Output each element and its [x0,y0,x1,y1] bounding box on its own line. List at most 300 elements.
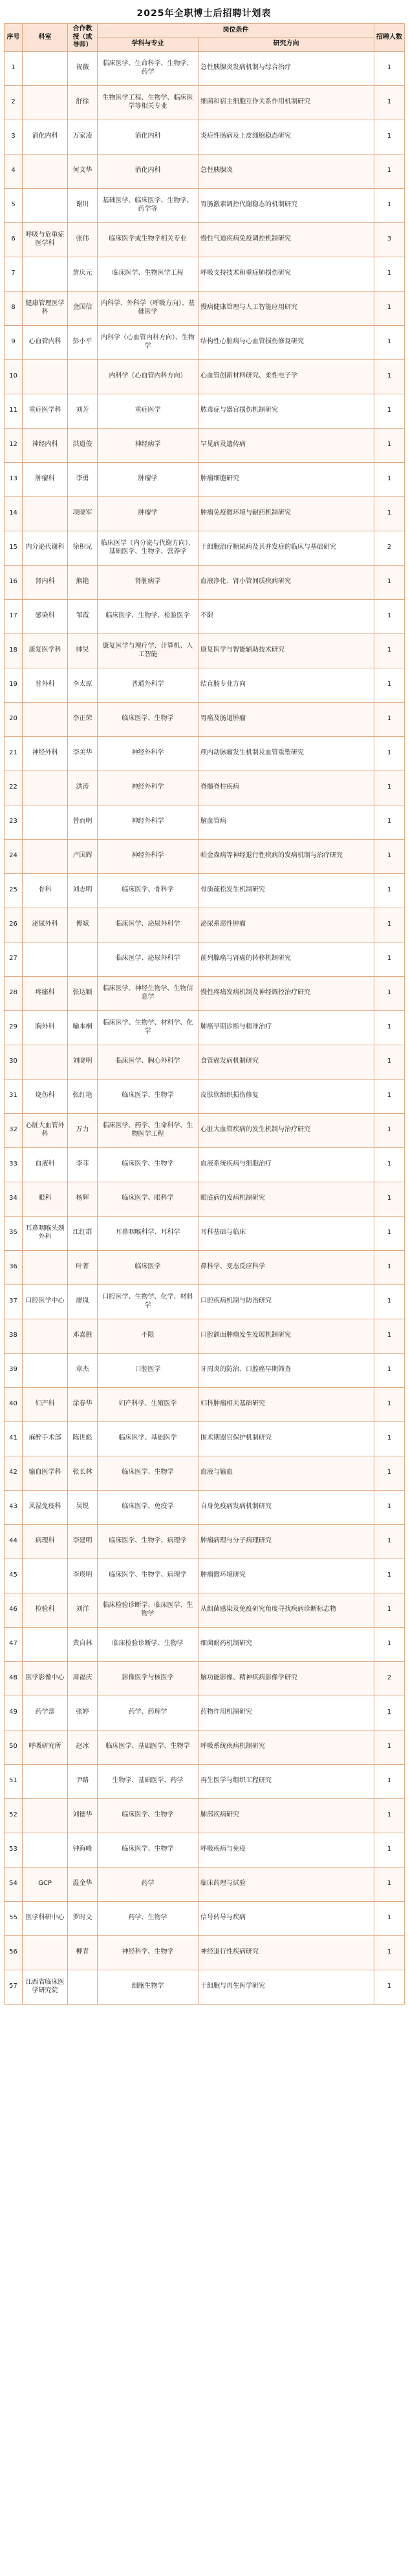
cell-dept: 口腔医学中心 [23,1284,68,1319]
table-row [5,1079,405,1113]
cell-major: 康复医学与理疗学、计算机、人工智能 [98,633,199,668]
cell-no: 17 [5,599,23,633]
table-row [5,1353,405,1387]
cell-major: 妇产科学、生殖医学 [98,1387,199,1421]
table-row [5,1490,405,1524]
cell-tutor: 徐积兄 [68,531,98,565]
table-row [5,599,405,633]
cell-dept: 耳鼻咽喉头颈外科 [23,1216,68,1250]
cell-tutor: 钟海峰 [68,1833,98,1867]
cell-research: 心脏大血管疾病的发生机制与治疗研究 [199,1113,374,1147]
cell-dept [23,1798,68,1833]
cell-major: 神经外科学 [98,839,199,873]
cell-count: 1 [374,1696,405,1730]
cell-count: 1 [374,1901,405,1935]
cell-count: 1 [374,668,405,702]
cell-dept [23,1319,68,1353]
table-row [5,976,405,1010]
cell-research: 血液系统疾病与细胞治疗 [199,1147,374,1182]
cell-no: 27 [5,942,23,976]
cell-tutor: 张达颖 [68,976,98,1010]
table-row [5,1045,405,1079]
table-row [5,325,405,359]
table-row [5,1456,405,1490]
cell-dept [23,1045,68,1079]
table-row [5,1935,405,1970]
cell-tutor: 李菲 [68,1147,98,1182]
cell-research: 肺癌早期诊断与精准治疗 [199,1010,374,1045]
cell-count: 1 [374,1867,405,1901]
cell-count: 1 [374,1284,405,1319]
cell-research: 呼吸系统疾病机制研究 [199,1730,374,1764]
table-row [5,1319,405,1353]
cell-tutor: 邓嘉胜 [68,1319,98,1353]
table-row [5,428,405,462]
cell-dept [23,1935,68,1970]
cell-dept: 肿瘤科 [23,462,68,496]
cell-research: 细菌和宿主细胞互作关系作用机制研究 [199,85,374,120]
cell-major: 临床检验诊断学、临床医学、生物学 [98,1593,199,1627]
cell-tutor: 洪道俊 [68,428,98,462]
cell-tutor: 舒徐 [68,85,98,120]
cell-research: 急性胰腺炎发病机制与综合治疗 [199,51,374,85]
cell-tutor: 万家凌 [68,120,98,154]
cell-dept [23,805,68,839]
cell-tutor: 廖岚 [68,1284,98,1319]
table-row [5,462,405,496]
cell-tutor: 洪涛 [68,771,98,805]
cell-count: 1 [374,565,405,599]
cell-no: 12 [5,428,23,462]
cell-research: 干细胞与再生医学研究 [199,1970,374,2004]
cell-research: 结直肠专业方向 [199,668,374,702]
cell-count: 1 [374,1045,405,1079]
cell-research: 慢病健康管理与人工智能应用研究 [199,291,374,325]
cell-tutor: 张红艳 [68,1079,98,1113]
table-row [5,1559,405,1593]
cell-research: 胃癌及肠道肿瘤 [199,702,374,736]
cell-no: 7 [5,257,23,291]
cell-count: 1 [374,1113,405,1147]
cell-dept: 骨科 [23,873,68,908]
cell-tutor: 李正荣 [68,702,98,736]
table-row [5,1182,405,1216]
cell-research: 干细胞治疗糖尿病及其并发症的临床与基础研究 [199,531,374,565]
table-row [5,85,405,120]
table-row [5,942,405,976]
cell-dept [23,839,68,873]
cell-no: 35 [5,1216,23,1250]
cell-major: 临床医学、神经生物学、生物信息学 [98,976,199,1010]
cell-research: 鼻科学、变态反应科学 [199,1250,374,1284]
cell-dept: 血液科 [23,1147,68,1182]
table-row [5,873,405,908]
table-row [5,1284,405,1319]
cell-research: 皮肤软组织损伤修复 [199,1079,374,1113]
cell-research: 细菌耐药机制研究 [199,1627,374,1661]
cell-dept: 妇产科 [23,1387,68,1421]
cell-research: 肿瘤免疫微环境与耐药机制研究 [199,496,374,531]
cell-no: 44 [5,1524,23,1559]
cell-no: 42 [5,1456,23,1490]
cell-tutor: 周福庆 [68,1661,98,1696]
cell-no: 55 [5,1901,23,1935]
cell-count: 1 [374,428,405,462]
cell-dept: 胸外科 [23,1010,68,1045]
cell-dept [23,1250,68,1284]
cell-count: 1 [374,1387,405,1421]
table-row [5,1010,405,1045]
cell-count: 1 [374,1456,405,1490]
cell-major: 临床医学、生物学 [98,1833,199,1867]
table-row [5,188,405,222]
cell-tutor: 罗时文 [68,1901,98,1935]
cell-no: 24 [5,839,23,873]
table-row [5,154,405,188]
cell-count: 1 [374,120,405,154]
cell-no: 20 [5,702,23,736]
cell-major: 临床医学、生物学、病理学 [98,1559,199,1593]
cell-major: 临床医学、骨科学 [98,873,199,908]
cell-research: 临床药理与试验 [199,1867,374,1901]
cell-dept: 眼科 [23,1182,68,1216]
table-row [5,1421,405,1456]
cell-major: 内科学（心血管内科方向） [98,359,199,394]
cell-no: 34 [5,1182,23,1216]
cell-no: 11 [5,394,23,428]
cell-research: 眼底病的发病机制研究 [199,1182,374,1216]
cell-major: 临床医学、药学、生命科学、生物医学工程 [98,1113,199,1147]
cell-major: 基础医学、临床医学、生物学、药学等 [98,188,199,222]
cell-tutor: 李美华 [68,736,98,771]
cell-tutor: 万力 [68,1113,98,1147]
cell-count: 1 [374,1935,405,1970]
cell-research: 牙周炎的防治、口腔癌早期筛查 [199,1353,374,1387]
cell-count: 1 [374,599,405,633]
cell-research: 口腔颌面肿瘤发生发展机制研究 [199,1319,374,1353]
cell-dept: GCP [23,1867,68,1901]
cell-dept [23,1764,68,1798]
cell-major: 内科学（心血管内科方向）、生物学 [98,325,199,359]
cell-dept [23,942,68,976]
cell-major: 临床医学、生命科学、生物学、药学 [98,51,199,85]
table-row [5,702,405,736]
cell-dept: 医学影像中心 [23,1661,68,1696]
cell-tutor: 柳青 [68,1935,98,1970]
header-no: 序号 [5,24,23,52]
cell-tutor: 江红群 [68,1216,98,1250]
cell-count: 1 [374,462,405,496]
cell-dept [23,154,68,188]
cell-dept: 病理科 [23,1524,68,1559]
cell-count: 1 [374,257,405,291]
cell-research: 呼吸支持技术和重症肺损伤研究 [199,257,374,291]
table-row [5,1524,405,1559]
cell-no: 47 [5,1627,23,1661]
cell-major: 内科学、外科学（呼吸方向）、基础医学 [98,291,199,325]
cell-major: 口腔医学 [98,1353,199,1387]
cell-tutor: 李勇 [68,462,98,496]
cell-tutor: 叶菁 [68,1250,98,1284]
cell-major: 临床医学、生物学、病理学 [98,1524,199,1559]
cell-research: 罕见病及遗传病 [199,428,374,462]
cell-count: 1 [374,1010,405,1045]
cell-dept: 康复医学科 [23,633,68,668]
cell-major: 临床医学、生物学、材料学、化学 [98,1010,199,1045]
cell-major: 普通外科学 [98,668,199,702]
table-row [5,291,405,325]
cell-tutor: 帅昊 [68,633,98,668]
cell-major: 临床医学、生物学 [98,1798,199,1833]
table-row [5,736,405,771]
cell-research: 炎症性肠病及上皮细胞稳态研究 [199,120,374,154]
cell-tutor: 金国信 [68,291,98,325]
table-row [5,120,405,154]
cell-tutor: 谢川 [68,188,98,222]
cell-count: 1 [374,1730,405,1764]
cell-tutor: 李太原 [68,668,98,702]
cell-count: 1 [374,1353,405,1387]
cell-no: 18 [5,633,23,668]
cell-research: 肺部疾病研究 [199,1798,374,1833]
cell-research: 脑功能影像、精神疾病影像学研究 [199,1661,374,1696]
cell-count: 1 [374,1182,405,1216]
table-row [5,1833,405,1867]
table-row [5,633,405,668]
cell-no: 50 [5,1730,23,1764]
cell-count: 1 [374,1216,405,1250]
cell-count: 1 [374,1833,405,1867]
cell-count: 1 [374,873,405,908]
cell-count: 1 [374,839,405,873]
cell-tutor [68,1970,98,2004]
cell-research: 结构性心脏病与心血管损伤修复研究 [199,325,374,359]
table-row [5,1901,405,1935]
cell-major: 神经外科学 [98,771,199,805]
cell-tutor: 喻本桐 [68,1010,98,1045]
cell-tutor: 曾而明 [68,805,98,839]
page-title: 2025年全职博士后招聘计划表 [136,8,272,19]
cell-count: 1 [374,1798,405,1833]
header-research: 研究方向 [199,37,374,51]
cell-dept [23,1627,68,1661]
cell-no: 14 [5,496,23,531]
cell-major: 临床医学、生物学 [98,1079,199,1113]
cell-tutor [68,359,98,394]
cell-research: 再生医学与组织工程研究 [199,1764,374,1798]
header-tutor: 合作教授（或导师） [68,24,98,52]
cell-major: 消化内科 [98,120,199,154]
cell-count: 1 [374,1559,405,1593]
cell-dept [23,51,68,85]
cell-count: 1 [374,1524,405,1559]
cell-count: 1 [374,1764,405,1798]
cell-major: 临床医学、眼科学 [98,1182,199,1216]
header-dept: 科室 [23,24,68,52]
cell-tutor: 邹霞 [68,599,98,633]
cell-research: 慢性疼痛发病机制及神经调控治疗研究 [199,976,374,1010]
cell-dept [23,1833,68,1867]
cell-dept: 医学科研中心 [23,1901,68,1935]
cell-no: 36 [5,1250,23,1284]
cell-research: 帕金森病等神经退行性疾病的发病机制与治疗研究 [199,839,374,873]
cell-tutor: 尹路 [68,1764,98,1798]
table-row [5,394,405,428]
cell-research: 胃肠激素调控代谢稳态的机制研究 [199,188,374,222]
cell-major: 临床医学、生物学 [98,1456,199,1490]
cell-count: 1 [374,154,405,188]
table-row [5,222,405,257]
cell-count: 1 [374,1970,405,2004]
cell-no: 9 [5,325,23,359]
cell-count: 1 [374,1319,405,1353]
cell-major: 生物学、基础医学、药学 [98,1764,199,1798]
cell-count: 1 [374,1490,405,1524]
table-row [5,1216,405,1250]
cell-dept [23,702,68,736]
cell-no: 4 [5,154,23,188]
cell-major: 细胞生物学 [98,1970,199,2004]
table-row [5,51,405,85]
cell-major: 临床医学、基础医学、生物学 [98,1730,199,1764]
cell-dept: 心脏大血管外科 [23,1113,68,1147]
cell-dept [23,1353,68,1387]
cell-research: 呼吸疾病与免疫 [199,1833,374,1867]
cell-no: 37 [5,1284,23,1319]
cell-tutor: 吴锐 [68,1490,98,1524]
cell-no: 10 [5,359,23,394]
cell-dept [23,359,68,394]
cell-tutor: 张伟 [68,222,98,257]
cell-no: 28 [5,976,23,1010]
cell-dept [23,188,68,222]
cell-dept: 疼痛科 [23,976,68,1010]
cell-no: 32 [5,1113,23,1147]
cell-research: 口腔疾病机制与防治研究 [199,1284,374,1319]
cell-dept: 内分泌代谢科 [23,531,68,565]
cell-tutor: 詹庆元 [68,257,98,291]
table-row [5,1730,405,1764]
cell-tutor: 祝薇 [68,51,98,85]
cell-dept: 心血管内科 [23,325,68,359]
cell-tutor [68,942,98,976]
cell-no: 45 [5,1559,23,1593]
cell-major: 临床医学、泌尿外科学 [98,908,199,942]
cell-dept [23,496,68,531]
cell-no: 21 [5,736,23,771]
header-major: 学科与专业 [98,37,199,51]
cell-count: 1 [374,633,405,668]
cell-major: 生物医学工程、生物学、临床医学等相关专业 [98,85,199,120]
cell-research: 脊髓脊柱疾病 [199,771,374,805]
header-req: 岗位条件 [98,24,374,37]
cell-research: 耳科基础与临床 [199,1216,374,1250]
cell-major: 药学、生物学 [98,1901,199,1935]
cell-tutor: 温金华 [68,1867,98,1901]
cell-dept: 麻醉手术部 [23,1421,68,1456]
cell-major: 神经科学、生物学 [98,1935,199,1970]
cell-count: 1 [374,942,405,976]
cell-count: 1 [374,1421,405,1456]
cell-no: 5 [5,188,23,222]
cell-no: 56 [5,1935,23,1970]
cell-no: 29 [5,1010,23,1045]
cell-dept: 呼吸与危重症医学科 [23,222,68,257]
cell-no: 49 [5,1696,23,1730]
cell-dept: 药学部 [23,1696,68,1730]
recruitment-table [4,23,405,2005]
cell-tutor: 李建明 [68,1524,98,1559]
cell-tutor: 刘芳 [68,394,98,428]
cell-no: 46 [5,1593,23,1627]
cell-no: 6 [5,222,23,257]
cell-count: 1 [374,359,405,394]
table-row [5,908,405,942]
table-row [5,1593,405,1627]
cell-dept: 消化内科 [23,120,68,154]
cell-dept: 风湿免疫科 [23,1490,68,1524]
cell-major: 临床医学、生物学 [98,1147,199,1182]
cell-count: 1 [374,771,405,805]
cell-research: 脓毒症与器官损伤机制研究 [199,394,374,428]
table-row [5,1798,405,1833]
cell-major: 肿瘤学 [98,462,199,496]
cell-no: 54 [5,1867,23,1901]
cell-research: 慢性气道疾病免疫调控机制研究 [199,222,374,257]
table-row [5,531,405,565]
cell-count: 1 [374,394,405,428]
cell-tutor: 刘德华 [68,1798,98,1833]
cell-research: 血液净化、肾小管间质疾病研究 [199,565,374,599]
cell-dept: 呼吸研究所 [23,1730,68,1764]
cell-no: 52 [5,1798,23,1833]
cell-dept: 检验科 [23,1593,68,1627]
cell-count: 1 [374,1627,405,1661]
cell-dept: 烧伤科 [23,1079,68,1113]
cell-research: 肿瘤微环境研究 [199,1559,374,1593]
cell-major: 药学 [98,1867,199,1901]
cell-tutor: 彭小平 [68,325,98,359]
cell-major: 消化内科 [98,154,199,188]
cell-major: 临床医学、基础医学 [98,1421,199,1456]
cell-major: 不限 [98,1319,199,1353]
cell-tutor: 傅斌 [68,908,98,942]
cell-research: 康复医学与智能辅助技术研究 [199,633,374,668]
cell-research: 围术期器官保护机制研究 [199,1421,374,1456]
cell-tutor: 张长林 [68,1456,98,1490]
cell-research: 妇科肿瘤相关基础研究 [199,1387,374,1421]
table-row [5,1113,405,1147]
cell-research: 食管癌发病机制研究 [199,1045,374,1079]
cell-research: 不限 [199,599,374,633]
cell-no: 53 [5,1833,23,1867]
cell-dept: 神经外科 [23,736,68,771]
cell-dept [23,771,68,805]
cell-major: 影像医学与核医学 [98,1661,199,1696]
header-count: 招聘人数 [374,24,405,52]
cell-count: 1 [374,976,405,1010]
cell-major: 肿瘤学 [98,496,199,531]
cell-count: 1 [374,702,405,736]
table-row [5,257,405,291]
cell-research: 血液与输血 [199,1456,374,1490]
cell-research: 脑血管病 [199,805,374,839]
cell-tutor: 张婷 [68,1696,98,1730]
cell-major: 临床医学、生物学、检验医学 [98,599,199,633]
cell-no: 26 [5,908,23,942]
cell-dept: 输血医学科 [23,1456,68,1490]
cell-major: 临床医学、泌尿外科学 [98,942,199,976]
